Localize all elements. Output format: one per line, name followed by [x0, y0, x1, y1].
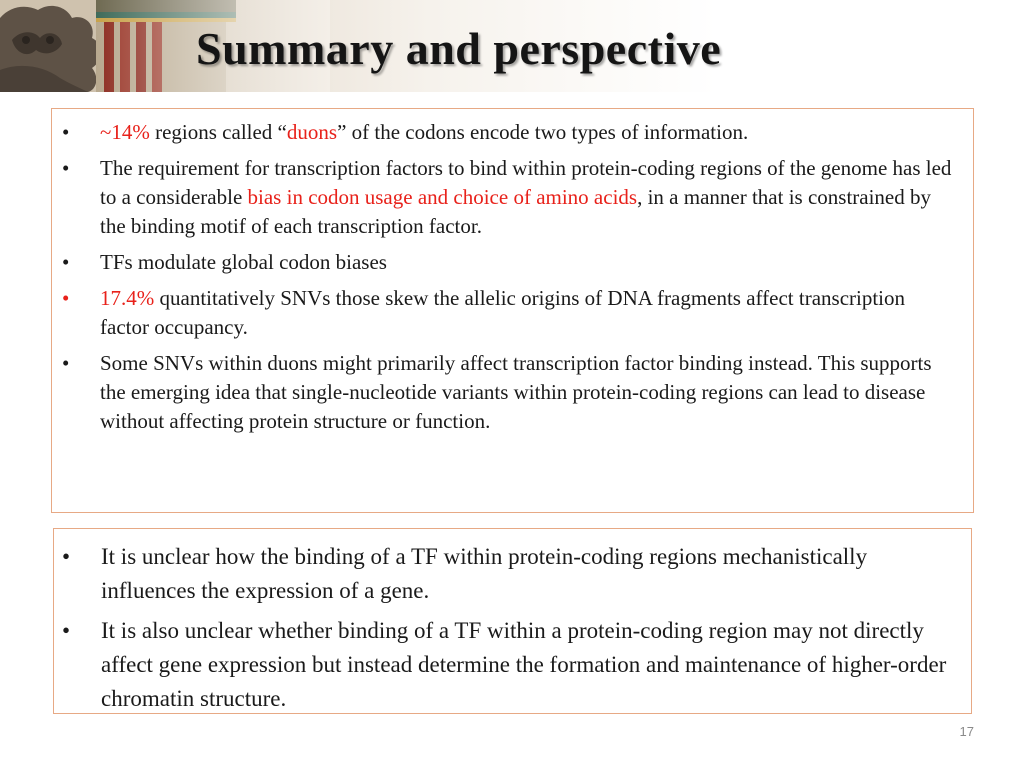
summary-bullet-item: [52, 349, 959, 436]
summary-box: [51, 108, 974, 513]
perspective-bullet-item: [54, 540, 961, 608]
codon-bias-highlight: bias in codon usage and choice of amino acids: [247, 185, 638, 209]
perspective-bullet-list: [54, 540, 961, 716]
bullet-marker: •: [62, 618, 71, 643]
header-banner: [0, 0, 1024, 92]
bullet-text: Some SNVs within duons might primarily affect transcription factor binding instead. This supports the emerging idea that single-nucleotide variants within protein-coding regions can lead to disease without affecting protein structure or function.: [100, 351, 932, 433]
bullet-text: quantitatively SNVs those skew the allelic origins of DNA fragments affect transcription factor occupancy.: [100, 286, 906, 339]
snv-percentage: 17.4%: [100, 286, 155, 310]
bullet-text: It is unclear how the binding of a TF within protein-coding regions mechanistically influences the expression of a gene.: [101, 544, 868, 603]
duons-term: duons: [286, 120, 338, 144]
bullet-text: ” of the codons encode two types of information.: [337, 120, 749, 144]
bullet-marker: •: [62, 286, 70, 310]
bullet-marker: •: [62, 120, 70, 144]
bullet-text: , in a manner that is constrained by the binding motif of each transcription factor.: [100, 185, 931, 238]
bullet-marker: •: [62, 250, 70, 274]
bullet-text: The requirement for transcription factors to bind within protein-coding regions of the genome has led to a considerable: [100, 156, 952, 209]
summary-bullet-item: [52, 154, 959, 241]
summary-bullet-item: [52, 284, 959, 342]
slide-title: Summary and perspective: [196, 23, 722, 74]
bullet-text: It is also unclear whether binding of a TF within a protein-coding region may not directly affect gene expression but instead determine the formation and maintenance of higher-order chromatin structure.: [101, 618, 947, 711]
bullet-marker: •: [62, 351, 70, 375]
bullet-text: TFs modulate global codon biases: [100, 250, 387, 274]
duon-percentage: ~14%: [100, 120, 150, 144]
summary-bullet-list: [52, 118, 959, 436]
summary-bullet-item: [52, 118, 959, 147]
perspective-box: [53, 528, 972, 714]
summary-bullet-item: [52, 248, 959, 277]
bullet-marker: •: [62, 544, 71, 569]
bullet-marker: •: [62, 156, 70, 180]
bullet-text: regions called “: [149, 120, 287, 144]
perspective-bullet-item: [54, 614, 961, 716]
page-number: 17: [959, 724, 974, 739]
